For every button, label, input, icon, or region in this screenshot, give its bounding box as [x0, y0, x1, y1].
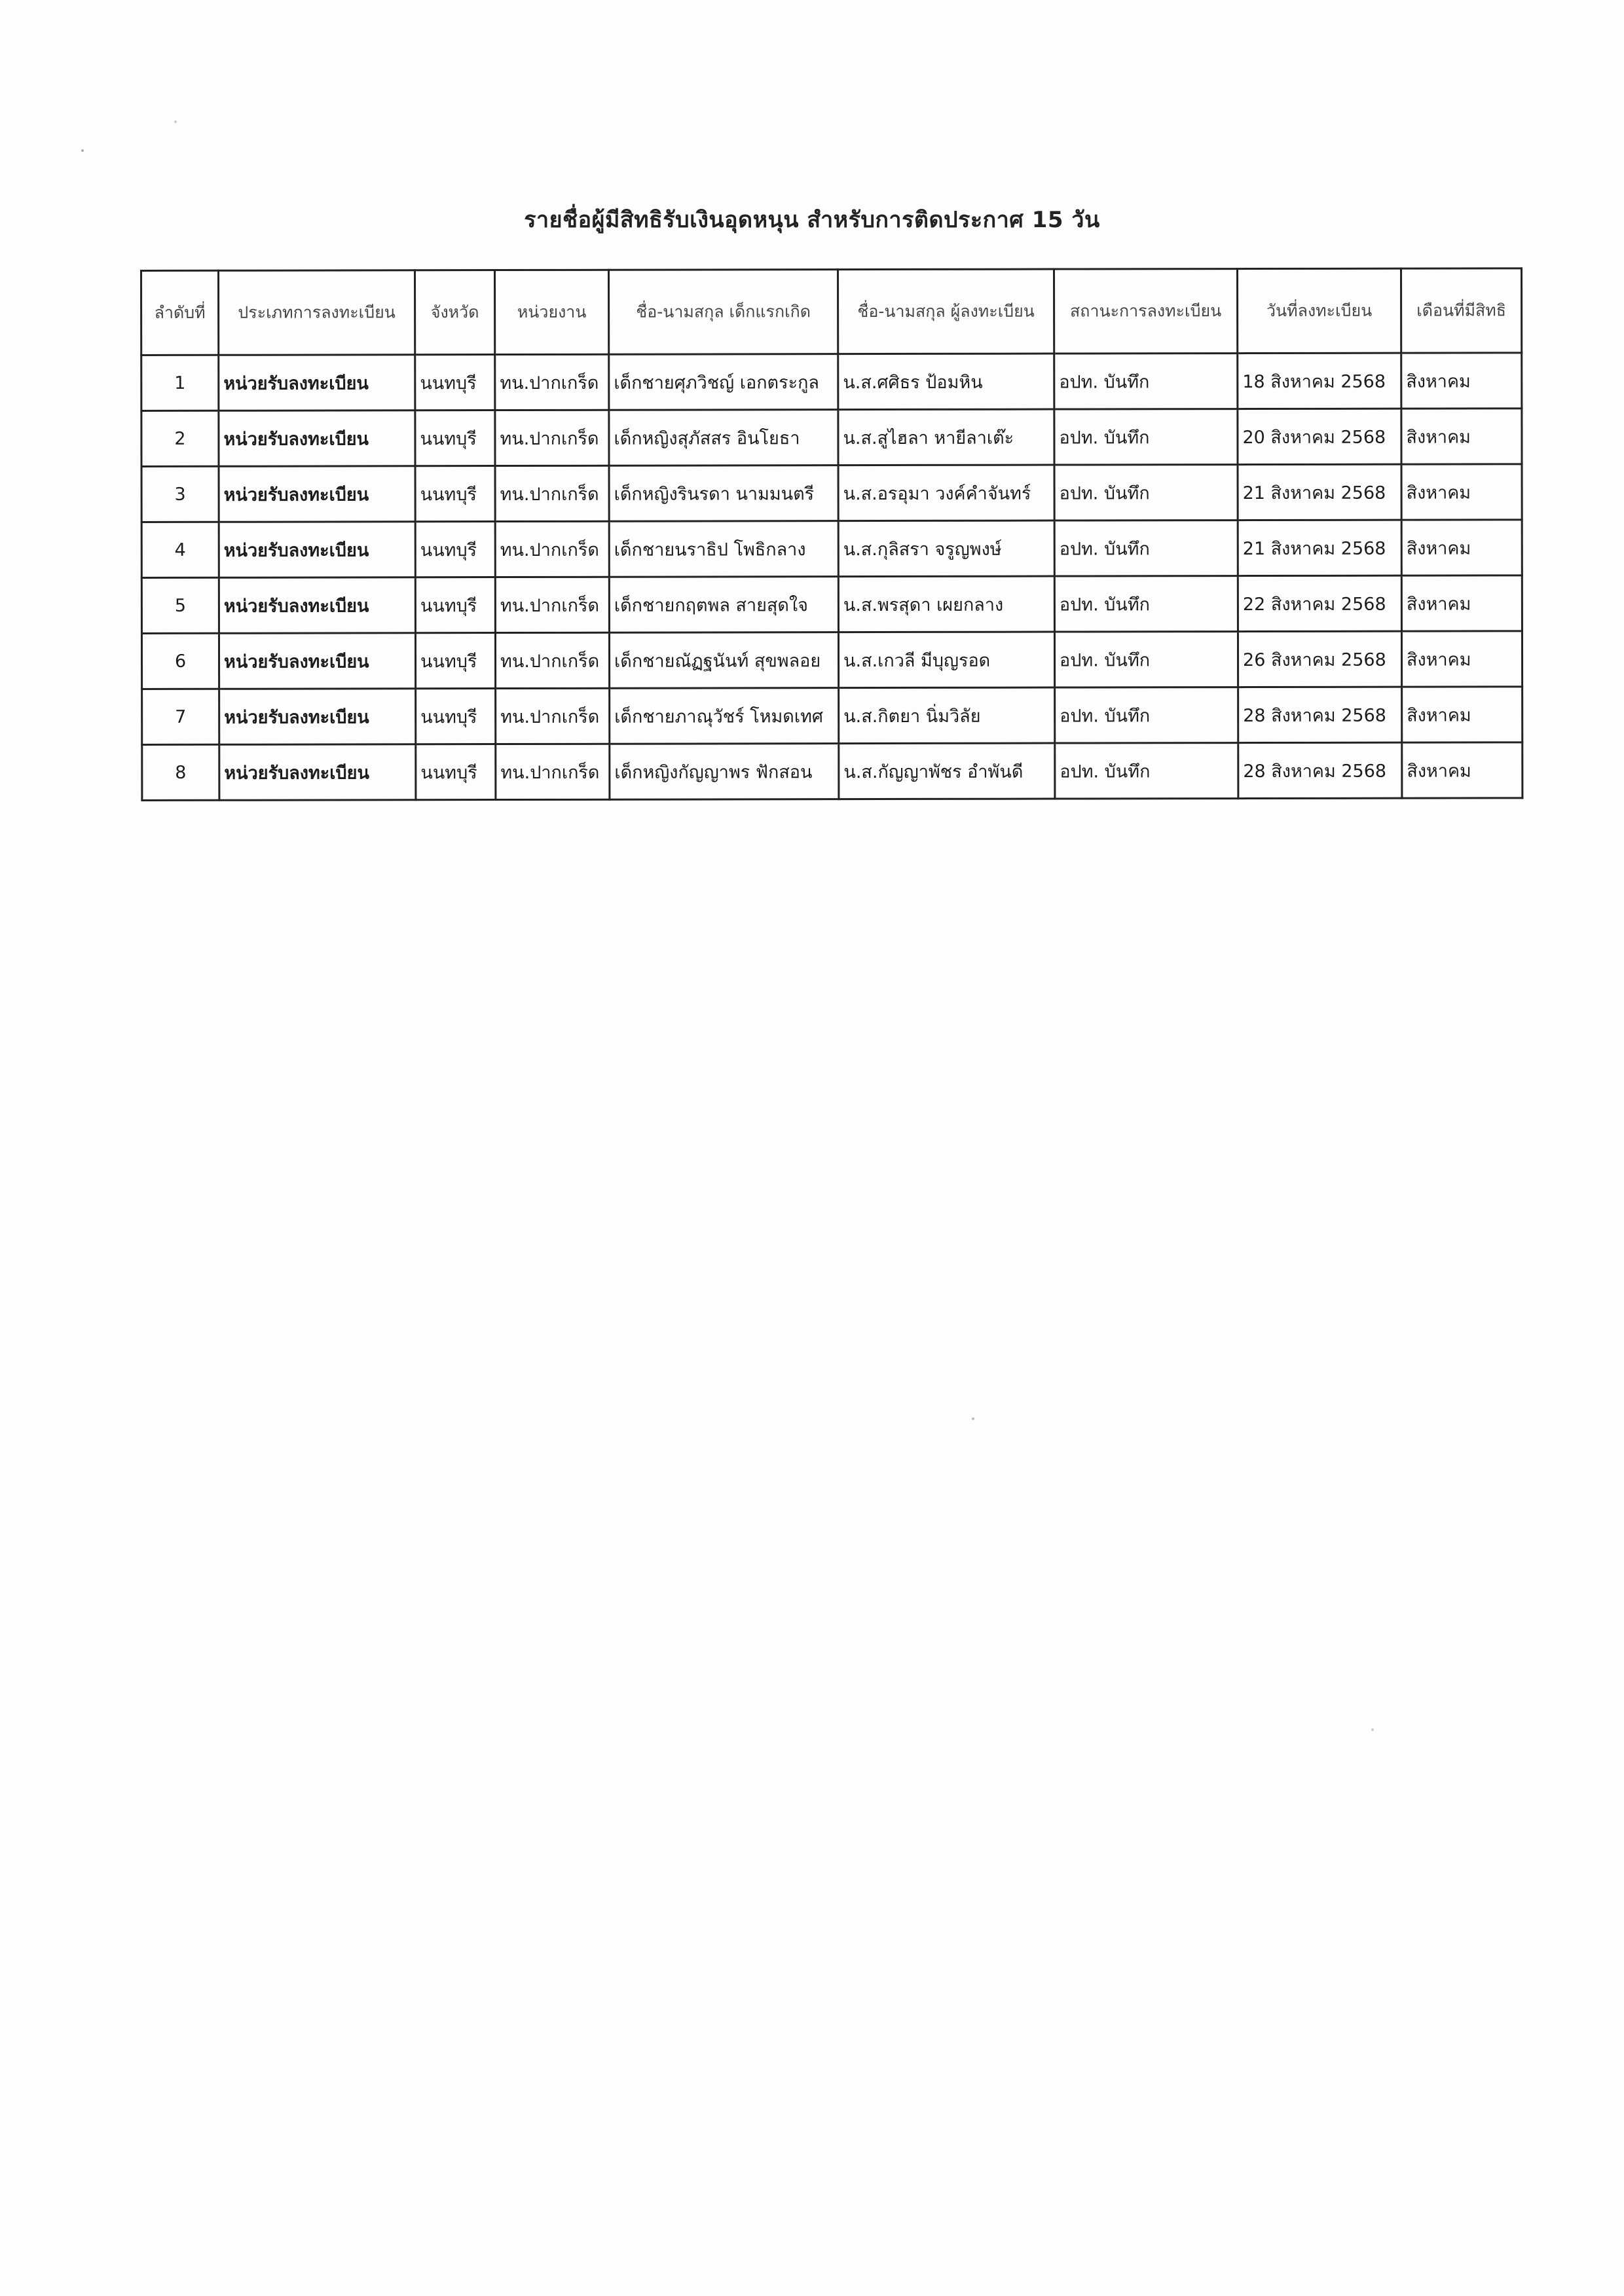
header-province: จังหวัด [415, 270, 495, 355]
table-row [141, 520, 1522, 578]
table-row [141, 409, 1522, 467]
table-row [141, 464, 1522, 522]
header-registration-date: วันที่ลงทะเบียน [1238, 268, 1401, 353]
header-registration-type: ประเภทการลงทะเบียน [219, 270, 415, 355]
cell-registration-date: 21 สิงหาคม 2568 [1238, 520, 1401, 575]
cell-registration-date: 28 สิงหาคม 2568 [1238, 742, 1402, 798]
cell-child-name: เด็กหญิงกัญญาพร ฟักสอน [610, 744, 839, 800]
cell-registration-date: 28 สิงหาคม 2568 [1238, 687, 1402, 742]
cell-agency: ทน.ปากเกร็ด [496, 744, 610, 799]
scan-speck [174, 120, 177, 123]
table-row [141, 631, 1522, 689]
cell-registration-type: หน่วยรับลงทะเบียน [219, 466, 415, 522]
cell-child-name: เด็กหญิงสุภัสสร อินโยธา [609, 410, 838, 466]
cell-registration-date: 26 สิงหาคม 2568 [1238, 631, 1401, 687]
scan-speck [972, 1417, 974, 1420]
cell-agency: ทน.ปากเกร็ด [495, 354, 609, 410]
cell-registration-date: 18 สิงหาคม 2568 [1238, 353, 1401, 409]
cell-eligible-month: สิงหาคม [1401, 353, 1522, 409]
cell-registration-status: อปท. บันทึก [1055, 687, 1238, 743]
cell-registration-type: หน่วยรับลงทะเบียน [219, 410, 415, 467]
cell-seq: 5 [141, 577, 219, 633]
cell-registrant-name: น.ส.เกวลี มีบุญรอด [838, 632, 1054, 688]
cell-eligible-month: สิงหาคม [1401, 409, 1522, 464]
scan-speck [1371, 1728, 1374, 1731]
cell-eligible-month: สิงหาคม [1402, 742, 1522, 798]
cell-registration-status: อปท. บันทึก [1054, 354, 1238, 409]
cell-registration-type: หน่วยรับลงทะเบียน [219, 633, 415, 689]
cell-child-name: เด็กชายศุภวิชญ์ เอกตระกูล [609, 354, 838, 410]
table-header-row [141, 268, 1522, 355]
cell-registration-type: หน่วยรับลงทะเบียน [219, 355, 415, 411]
cell-agency: ทน.ปากเกร็ด [495, 465, 609, 521]
header-registration-status: สถานะการลงทะเบียน [1054, 269, 1238, 354]
cell-province: นนทบุรี [415, 466, 495, 522]
cell-registration-status: อปท. บันทึก [1054, 409, 1238, 465]
cell-registration-status: อปท. บันทึก [1054, 520, 1238, 576]
cell-province: นนทบุรี [416, 689, 496, 744]
cell-registration-date: 22 สิงหาคม 2568 [1238, 575, 1401, 631]
table-row [142, 742, 1522, 801]
table-row [142, 687, 1522, 745]
cell-seq: 7 [142, 689, 219, 744]
cell-agency: ทน.ปากเกร็ด [495, 410, 609, 465]
cell-child-name: เด็กชายนราธิป โพธิกลาง [609, 521, 838, 577]
cell-seq: 8 [142, 744, 219, 800]
cell-registrant-name: น.ส.ศศิธร ป้อมหิน [838, 354, 1054, 410]
cell-seq: 2 [141, 410, 219, 466]
cell-registration-status: อปท. บันทึก [1054, 465, 1238, 520]
cell-agency: ทน.ปากเกร็ด [496, 688, 610, 744]
header-seq: ลำดับที่ [141, 270, 219, 355]
cell-province: นนทบุรี [415, 410, 495, 466]
cell-registration-date: 20 สิงหาคม 2568 [1238, 409, 1401, 464]
cell-registrant-name: น.ส.สูไฮลา หายีลาเต๊ะ [838, 409, 1054, 465]
cell-agency: ทน.ปากเกร็ด [495, 577, 609, 632]
cell-registrant-name: น.ส.อรอุมา วงค์คำจันทร์ [838, 465, 1054, 521]
cell-agency: ทน.ปากเกร็ด [495, 632, 609, 688]
cell-registration-type: หน่วยรับลงทะเบียน [219, 577, 415, 634]
cell-registrant-name: น.ส.กัญญาพัชร อำพันดี [839, 743, 1055, 799]
cell-seq: 3 [141, 466, 219, 522]
cell-registration-type: หน่วยรับลงทะเบียน [219, 744, 416, 801]
cell-province: นนทบุรี [415, 633, 495, 689]
cell-seq: 1 [141, 355, 219, 410]
cell-eligible-month: สิงหาคม [1401, 631, 1522, 687]
cell-registration-type: หน่วยรับลงทะเบียน [219, 522, 415, 578]
header-child-name: ชื่อ-นามสกุล เด็กแรกเกิด [609, 270, 838, 355]
cell-child-name: เด็กชายณัฏฐนันท์ สุขพลอย [609, 632, 838, 689]
cell-registration-type: หน่วยรับลงทะเบียน [219, 689, 416, 745]
cell-province: นนทบุรี [415, 355, 495, 410]
cell-eligible-month: สิงหาคม [1402, 687, 1522, 742]
cell-province: นนทบุรี [416, 744, 496, 800]
cell-registration-date: 21 สิงหาคม 2568 [1238, 464, 1401, 520]
table-row [141, 575, 1522, 634]
cell-seq: 4 [141, 522, 219, 577]
cell-registrant-name: น.ส.กิตยา นิ่มวิลัย [839, 687, 1055, 744]
header-registrant-name: ชื่อ-นามสกุล ผู้ลงทะเบียน [838, 269, 1054, 354]
beneficiary-table [140, 267, 1523, 801]
cell-eligible-month: สิงหาคม [1401, 464, 1522, 520]
cell-province: นนทบุรี [415, 577, 495, 633]
header-eligible-month: เดือนที่มีสิทธิ [1401, 268, 1521, 353]
cell-child-name: เด็กหญิงรินรดา นามมนตรี [609, 465, 838, 522]
cell-registrant-name: น.ส.พรสุดา เผยกลาง [838, 576, 1054, 632]
cell-registration-status: อปท. บันทึก [1054, 576, 1238, 632]
cell-registration-status: อปท. บันทึก [1054, 632, 1238, 687]
cell-eligible-month: สิงหาคม [1401, 520, 1522, 575]
cell-registrant-name: น.ส.กุลิสรา จรูญพงษ์ [838, 520, 1054, 577]
cell-province: นนทบุรี [415, 522, 495, 577]
table-row [141, 353, 1522, 411]
document-title: รายชื่อผู้มีสิทธิรับเงินอุดหนุน สำหรับการติดประกาศ 15 วัน [524, 207, 1100, 233]
scan-speck [81, 149, 84, 152]
cell-eligible-month: สิงหาคม [1401, 575, 1522, 631]
cell-child-name: เด็กชายภาณุวัชร์ โหมดเทศ [610, 688, 839, 744]
cell-seq: 6 [141, 633, 219, 689]
cell-agency: ทน.ปากเกร็ด [495, 521, 609, 577]
cell-registration-status: อปท. บันทึก [1055, 743, 1238, 799]
header-agency: หน่วยงาน [495, 270, 609, 354]
cell-child-name: เด็กชายกฤตพล สายสุดใจ [609, 577, 838, 633]
